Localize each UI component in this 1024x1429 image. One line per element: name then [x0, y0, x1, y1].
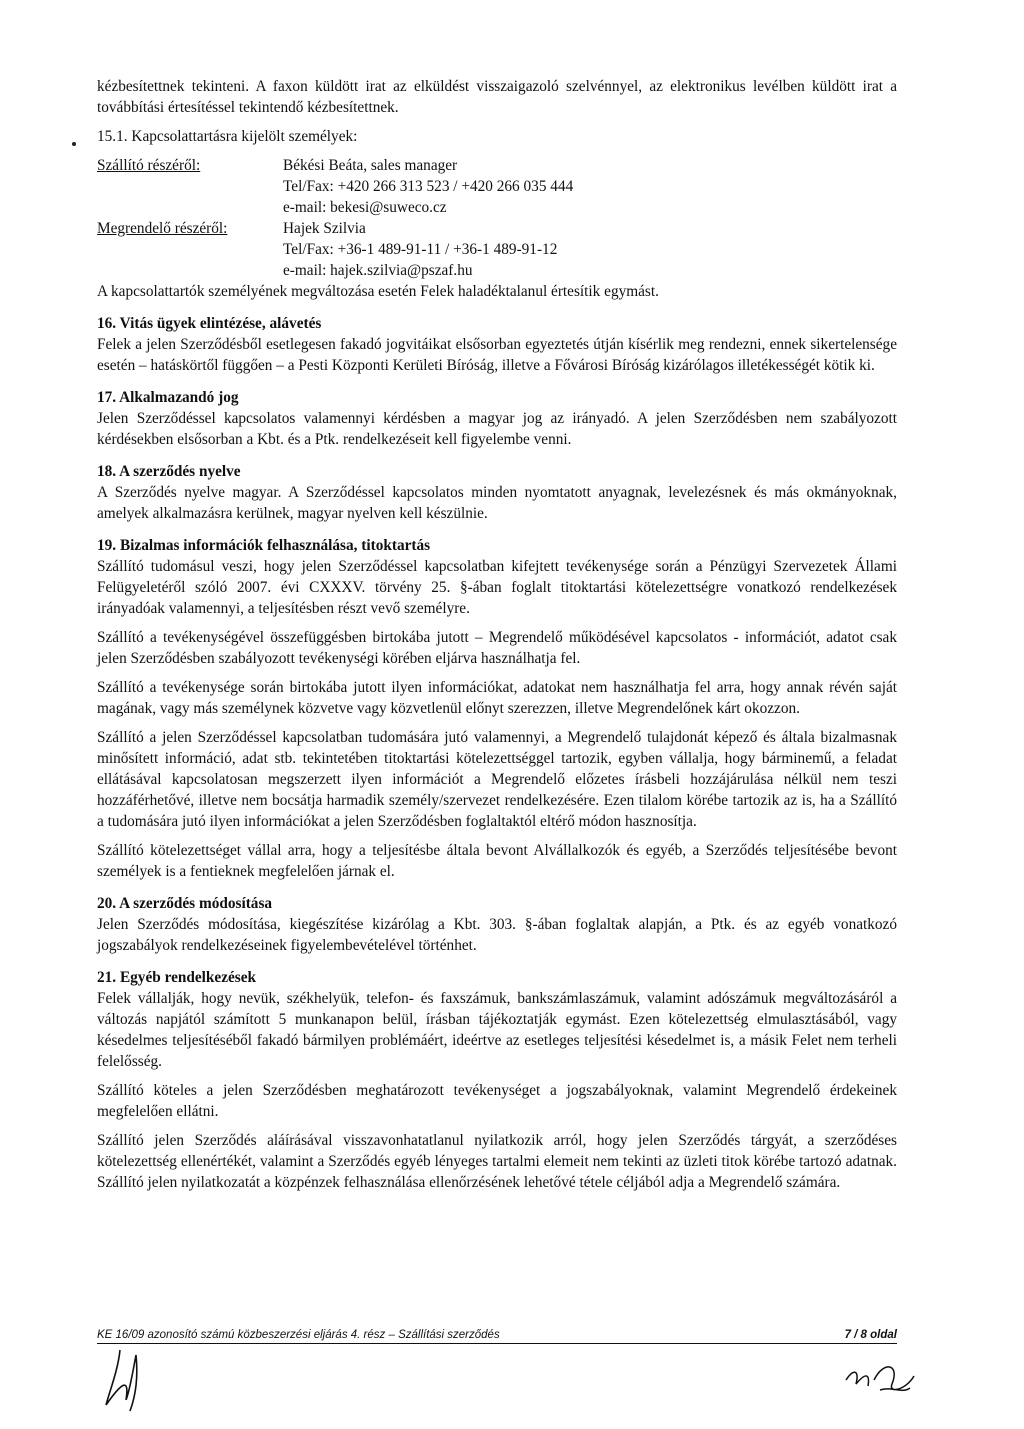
- contacts-heading: 15.1. Kapcsolattartásra kijelölt személyek:: [97, 128, 358, 145]
- signature-initials-right: [840, 1350, 920, 1400]
- document-page: [97, 76, 897, 1193]
- section-paragraph: Szállító kötelezettséget vállal arra, hogy a teljesítésbe általa bevont Alvállalkozók és egyéb, a Szerződés teljesítésébe bevont személyek is a fentieknek megfelelően járnak el.: [97, 842, 897, 880]
- contacts-note: A kapcsolattartók személyének megváltozása esetén Felek haladéktalanul értesítik egymást.: [97, 283, 659, 300]
- supplier-name: Békési Beáta, sales manager: [283, 157, 458, 174]
- section-paragraph: Felek vállalják, hogy nevük, székhelyük, telefon- és faxszámuk, bankszámlaszámuk, valamint adószámuk megváltozásáról a változás napjától számított 5 munkanapon belül, írásban tájékoztatják egymást. Ezen kötelezettség elmulasztásából, vagy késedelmes teljesítéséből fakadó bármilyen problémáért, ideértve az esetleges teljesítési késedelmet is, a másik Felet nem terheli felelősség.: [97, 990, 897, 1070]
- section-title: 21. Egyéb rendelkezések: [97, 969, 257, 986]
- section-paragraph: Jelen Szerződéssel kapcsolatos valamennyi kérdésben a magyar jog az irányadó. A jelen Szerződésben nem szabályozott kérdésekben elsősorban a Kbt. és a Ptk. rendelkezéseit kell figyelembe venni.: [97, 410, 897, 448]
- supplier-label: Szállító részéről:: [97, 157, 201, 174]
- client-label: Megrendelő részéről:: [97, 220, 228, 237]
- section-title: 19. Bizalmas információk felhasználása, titoktartás: [97, 537, 431, 554]
- section-title: 20. A szerződés módosítása: [97, 895, 273, 912]
- supplier-contact: [97, 155, 897, 218]
- client-name: Hajek Szilvia: [283, 220, 366, 237]
- supplier-phone: Tel/Fax: +420 266 313 523 / +420 266 035 444: [283, 178, 574, 195]
- footer-page-number: 7 / 8 oldal: [844, 1329, 897, 1341]
- footer-document-id: KE 16/09 azonosító számú közbeszerzési eljárás 4. rész – Szállítási szerződés: [97, 1329, 500, 1341]
- section-title: 16. Vitás ügyek elintézése, alávetés: [97, 315, 322, 332]
- section-paragraph: Szállító jelen Szerződés aláírásával visszavonhatatlanul nyilatkozik arról, hogy jelen Szerződés tárgyát, a szerződéses kötelezettség ellenértékét, valamint a Szerződés egyéb lényeges tartalmi elemeit nem tekinti az üzleti titok körébe tartozó adatnak. Szállító jelen nyilatkozatát a közpénzek felhasználása ellenőrzésének lehetővé tétele céljából adja a Megrendelő számára.: [97, 1132, 897, 1191]
- section-paragraph: Szállító a tevékenységével összefüggésben birtokába jutott – Megrendelő működésével kapcsolatos - információt, adatot csak jelen Szerződésben szabályozott tevékenységi körében eljárva használhatja fel.: [97, 629, 897, 667]
- section-paragraph: Felek a jelen Szerződésből esetlegesen fakadó jogvitáikat elsősorban egyeztetés útján kísérlik meg rendezni, ennek sikertelensége esetén – hatáskörtől függően – a Pesti Központi Kerületi Bíróság, illetve a Fővárosi Bíróság kizárólagos illetékességét kötik ki.: [97, 336, 897, 374]
- margin-dot: [72, 142, 76, 146]
- section-paragraph: Jelen Szerződés módosítása, kiegészítése kizárólag a Kbt. 303. §-ában foglaltak alapján, a Ptk. és az egyéb vonatkozó jogszabályok rendelkezéseinek figyelembevételével történhet.: [97, 916, 897, 954]
- section-paragraph: Szállító tudomásul veszi, hogy jelen Szerződéssel kapcsolatban kifejtett tevékenysége során a Pénzügyi Szervezetek Állami Felügyeletéről szóló 2007. évi CXXXV. törvény 25. §-ában foglalt titoktartási kötelezettségre vonatkozó rendelkezések irányadóak valamennyi, a teljesítésben részt vevő személyre.: [97, 558, 897, 617]
- client-email: e-mail: hajek.szilvia@pszaf.hu: [283, 262, 473, 279]
- signature-initials-left: [100, 1345, 160, 1415]
- supplier-email: e-mail: bekesi@suweco.cz: [283, 199, 447, 216]
- section-paragraph: Szállító a tevékenysége során birtokába jutott ilyen információkat, adatokat nem használhatja fel arra, hogy annak révén saját magának, vagy más személynek közvetve vagy közvetlenül előnyt szerezzen, illetve Megrendelőnek kárt okozzon.: [97, 679, 897, 717]
- section-paragraph: Szállító köteles a jelen Szerződésben meghatározott tevékenységet a jogszabályoknak, valamint Megrendelő érdekeinek megfelelően ellátni.: [97, 1082, 897, 1120]
- section-paragraph: Szállító a jelen Szerződéssel kapcsolatban tudomására jutó valamennyi, a Megrendelő tulajdonát képező és általa bizalmasnak minősített információ, adat stb. tekintetében titoktartási kötelezettséggel tartozik, egyben vállalja, hogy bárminemű, a feladat ellátásával kapcsolatosan megszerzett ilyen információt a Megrendelő előzetes írásbeli hozzájárulása nélkül nem teszi hozzáférhetővé, illetve nem bocsátja harmadik személy/szervezet rendelkezésére. Ezen tilalom körébe tartozik az is, ha a Szállító a tudomására jutó ilyen információkat a jelen Szerződésben foglaltaktól eltérő módon hasznosítja.: [97, 729, 897, 830]
- client-phone: Tel/Fax: +36-1 489-91-11 / +36-1 489-91-12: [283, 241, 558, 258]
- section-title: 17. Alkalmazandó jog: [97, 389, 239, 406]
- sections-container: [97, 313, 897, 1193]
- section-title: 18. A szerződés nyelve: [97, 463, 241, 480]
- supplier-details: [283, 155, 573, 218]
- section-paragraph: A Szerződés nyelve magyar. A Szerződéssel kapcsolatos minden nyomtatott anyagnak, levelezésnek és más okmányoknak, amelyek alkalmazásra kerülnek, magyar nyelven kell készülnie.: [97, 484, 897, 522]
- intro-paragraph: kézbesítettnek tekinteni. A faxon küldött irat az elküldést visszaigazoló szelvénnyel, az elektronikus levélben küldött irat a továbbítási értesítéssel tekintendő kézbesítettnek.: [97, 78, 897, 116]
- page-footer: [97, 1329, 897, 1344]
- client-contact: [97, 218, 897, 281]
- client-details: [283, 218, 557, 281]
